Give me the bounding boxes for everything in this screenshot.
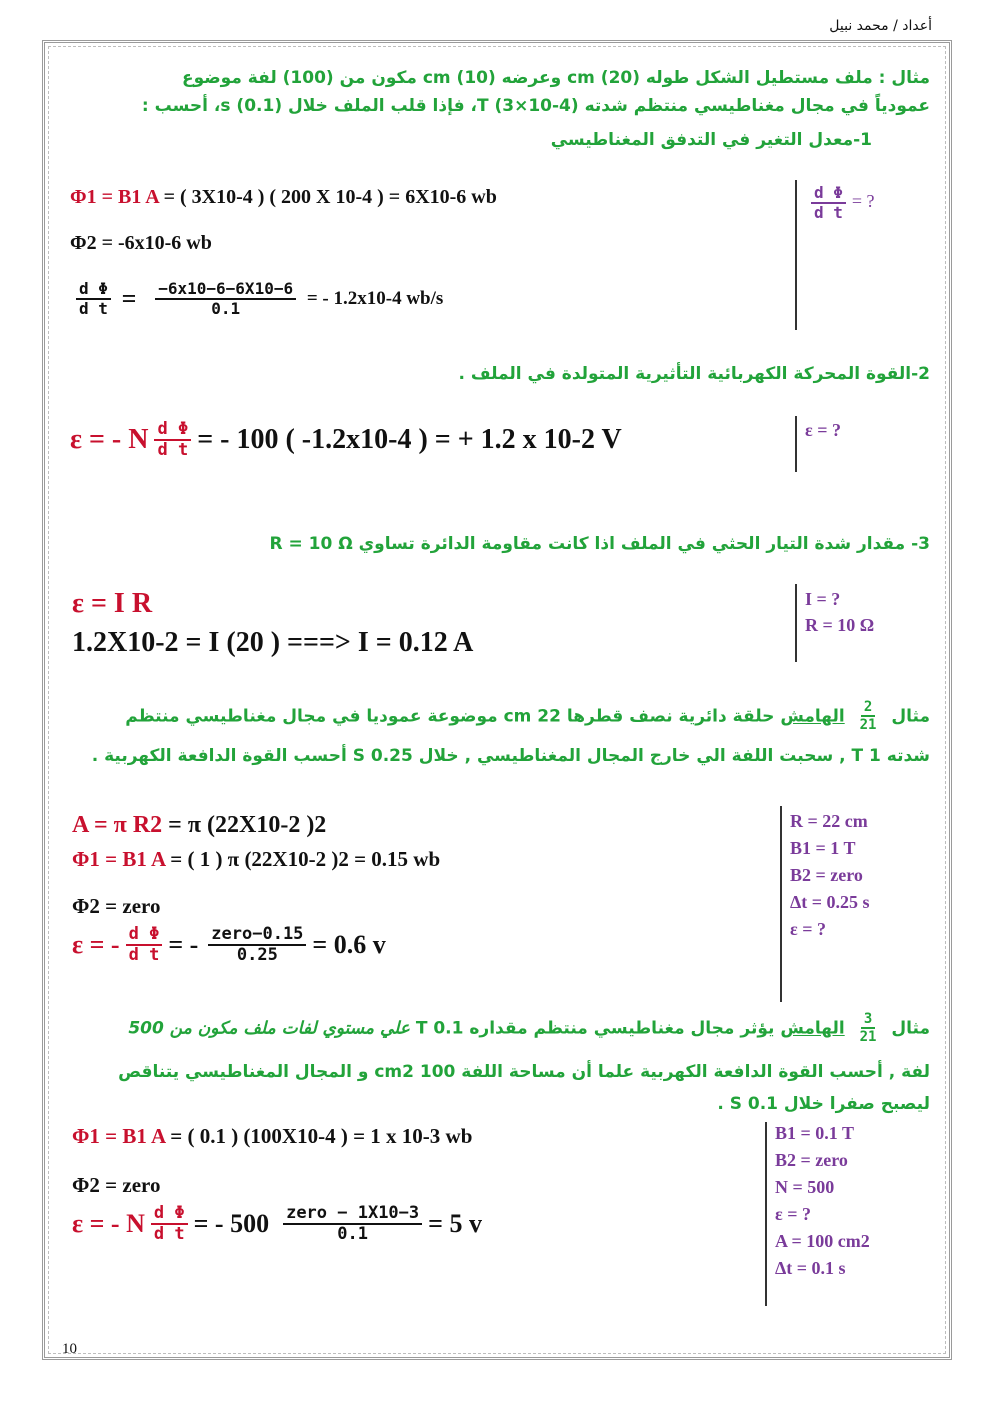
- ex1-dphi-result: = - 1.2x10-4 wb/s: [306, 287, 444, 309]
- ex1-emf-equation: ε = - N $\frac{\text{d Φ}}{\text{d t}}$ = - 100 ( -1.2x10-4 ) = + 1.2 x 10-2 V: [70, 419, 622, 460]
- ex3-phi1-lhs: Φ1 = B1 A: [72, 1124, 165, 1148]
- ex3-line1a: يؤثر مجال مغناطيسي منتظم مقداره T 0.1: [415, 1018, 775, 1039]
- ex2-area-lhs: A = π R2: [72, 812, 163, 838]
- ex3-given-divider: [765, 1122, 767, 1306]
- ex1-dphi-den: 0.1: [211, 298, 241, 318]
- ex3-given-item: A = 100 cm2: [775, 1231, 870, 1251]
- ex3-emf-num: zero − 1X10−3: [283, 1204, 422, 1225]
- ex3-emf-result: = 5 v: [428, 1209, 482, 1239]
- ex2-line1-text: حلقة دائرية نصف قطرها 22 cm موضوعة عموديا في مجال مغناطيسي منتظم: [125, 706, 775, 727]
- ex3-frac-num: 3: [861, 1012, 875, 1029]
- ex3-given-item: ε = ?: [775, 1204, 811, 1224]
- ex3-given-item: N = 500: [775, 1177, 835, 1197]
- ex2-phi2: Φ2 = zero: [72, 894, 161, 918]
- ex2-given-list: [790, 808, 870, 943]
- ex3-emf-equation: ε = - N $\frac{\text{d Φ}}{\text{d t}}$ = - 500 $\frac{\text{zero − 1X10−3}}{0.1}$ = 5 v: [72, 1203, 482, 1244]
- ex3-line1: [128, 1012, 930, 1045]
- ex3-label: مثال: [891, 1018, 930, 1039]
- ex1-given-emf: ε = ?: [805, 420, 841, 440]
- ex1-line2: عمودياً في مجال مغناطيسي منتظم شدته T (3×10-4)، فإذا قلب الملف خلال s (0.1)، أحسب :: [141, 96, 930, 116]
- ex2-phi1: [72, 847, 440, 872]
- ex2-emf-num: zero−0.15: [208, 925, 306, 946]
- ex3-line1b: علي مستوي لفات ملف مكون من 500: [128, 1018, 410, 1039]
- ex2-phi1-rhs: = ( 1 ) π (22X10-2 )2 = 0.15 wb: [170, 847, 441, 871]
- page-number: 10: [62, 1341, 77, 1357]
- ex1-dphi-dt-fraction: $\frac{\text{d Φ}}{\text{d t}}$: [76, 280, 111, 318]
- ex1-question-1: 1-معدل التغير في التدفق المغناطيسي: [550, 130, 872, 150]
- ex2-area-rhs: = π (22X10-2 )2: [168, 812, 327, 838]
- ex2-emf-fraction: [208, 925, 306, 965]
- ex3-given-item: Δt = 0.1 s: [775, 1258, 846, 1278]
- ex2-given-divider: [780, 806, 782, 1002]
- ex3-given-item: B2 = zero: [775, 1150, 848, 1170]
- ex2-given-item: Δt = 0.25 s: [790, 892, 870, 912]
- ex1-phi2: Φ2 = -6x10-6 wb: [70, 232, 212, 254]
- ex2-margin-label: الهامش: [780, 706, 845, 727]
- ex1-dphi-num: −6x10−6−6X10−6: [155, 280, 296, 300]
- ex3-margin-label: الهامش: [780, 1018, 845, 1039]
- ex1-question-2: 2-القوة المحركة الكهربائية التأثيرية المتولدة في الملف .: [458, 364, 930, 384]
- ex3-emf-fraction: [283, 1204, 422, 1244]
- ex3-phi1-rhs: = ( 0.1 ) (100X10-4 ) = 1 x 10-3 wb: [170, 1124, 473, 1148]
- ex2-given-item: ε = ?: [790, 919, 826, 939]
- ex2-emf-equation: ε = - $\frac{\text{d Φ}}{\text{d t}}$ = - $\frac{\text{zero−0.15}}{0.25}$ = 0.6 v: [72, 924, 386, 965]
- ex2-label: مثال: [891, 706, 930, 727]
- ex1-phi1-lhs: Φ1 = B1 A: [70, 186, 159, 208]
- author-header: أعداد / محمد نبيل: [829, 18, 932, 34]
- ex1-given-divider-1: [795, 180, 797, 330]
- ex2-emf-result: = 0.6 v: [312, 930, 386, 960]
- ex3-given-list: [775, 1120, 870, 1282]
- ex2-phi1-lhs: Φ1 = B1 A: [72, 847, 165, 871]
- ex1-rate-equation: $\frac{\text{d Φ}}{\text{d t}}$ = $\frac{-6x10-6-6X10-6}{0.1}$ = - 1.2x10-4 wb/s: [70, 280, 443, 318]
- ex1-ohm-law: ε = I R: [72, 588, 153, 619]
- ex1-emf-rhs: = - 100 ( -1.2x10-4 ) = + 1.2 x 10-2 V: [197, 424, 622, 456]
- ex3-given-item: B1 = 0.1 T: [775, 1123, 854, 1143]
- ex3-emf-coef: - 500: [214, 1209, 270, 1239]
- ex3-phi1: [72, 1124, 472, 1149]
- ex1-given-divider-2: [795, 416, 797, 472]
- ex3-phi2: Φ2 = zero: [72, 1173, 161, 1197]
- ex3-frac-den: 21: [859, 1029, 877, 1046]
- ex1-line1: مثال : ملف مستطيل الشكل طوله cm (20) وعرضه cm (10) مكون من (100) لفة موضوع: [181, 68, 930, 88]
- ex1-given-I: I = ?: [805, 589, 841, 609]
- ex1-given-rate: $\frac{\text{d Φ}}{\text{d t}}$ = ?: [805, 184, 875, 222]
- ex2-area: [72, 812, 326, 839]
- ex1-current-result: 1.2X10-2 = I (20 ) ===> I = 0.12 A: [72, 627, 474, 658]
- ex2-given-item: B2 = zero: [790, 865, 863, 885]
- ex3-line3: ليصبح صفرا خلال S 0.1 .: [717, 1094, 930, 1114]
- ex1-given-divider-3: [795, 584, 797, 662]
- ex1-question-3: 3- مقدار شدة التيار الحثي في الملف اذا كانت مقاومة الدائرة تساوي R = 10 Ω: [269, 534, 930, 554]
- ex2-given-item: B1 = 1 T: [790, 838, 856, 858]
- ex1-given-R: R = 10 Ω: [805, 615, 875, 635]
- ex1-phi1: [70, 186, 497, 209]
- ex3-line2: لفة , أحسب القوة الدافعة الكهربية علما أن مساحة اللفة 100 cm2 و المجال المغناطيسي يتناقص: [118, 1062, 930, 1082]
- ex2-frac-den: 21: [859, 717, 877, 734]
- ex1-dphi-fraction: [155, 280, 296, 318]
- ex3-emf-den: 0.1: [337, 1223, 368, 1244]
- ex2-given-item: R = 22 cm: [790, 811, 868, 831]
- ex2-emf-den: 0.25: [236, 944, 278, 965]
- ex1-given-rate-value: = ?: [851, 191, 875, 212]
- ex2-line2: شدته T 1 , سحبت اللفة الي خارج المجال المغناطيسي , خلال S 0.25 أحسب القوة الدافعة الكهربية .: [91, 746, 930, 766]
- ex1-phi1-rhs: = ( 3X10-4 ) ( 200 X 10-4 ) = 6X10-6 wb: [163, 186, 497, 208]
- ex2-line1: [125, 700, 930, 733]
- ex2-frac-num: 2: [861, 700, 875, 717]
